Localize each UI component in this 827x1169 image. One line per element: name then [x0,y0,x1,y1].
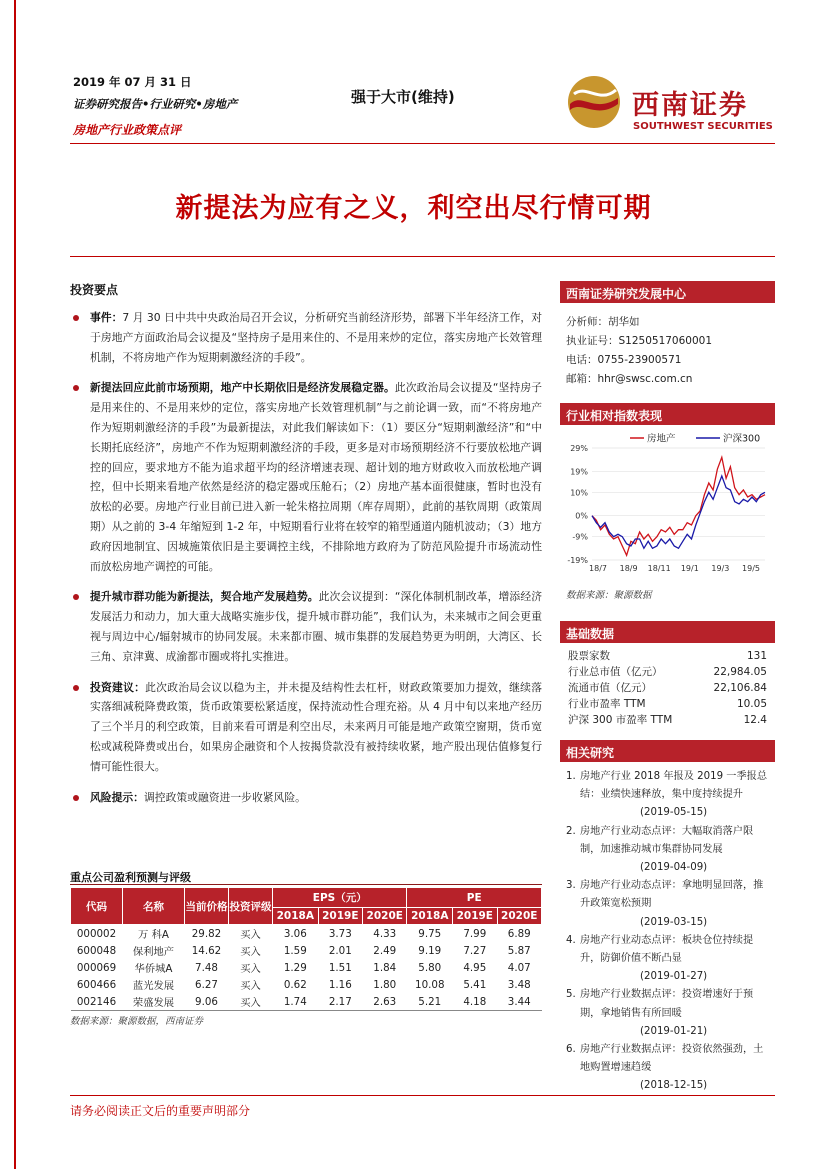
stat-label: 沪深 300 市盈率 TTM [568,714,673,726]
table-row [71,925,542,943]
series-line-0 [592,457,765,555]
point-text: 此次政治局会议提及“坚持房子是用来住的、不是用来炒的定位，落实房地产长效管理机制”与之前论调一致，而“不将房地产作为短期刺激经济的手段”为最新提法，对此我们解读如下：（1）要区分“短期刺激经济”和“中长期托底经济”，房地产不作为短期刺激经济的手段，更多是对市场预期经济不行要放松地产调控的回应，要求地方不能为追求超平均的经济增速表现、超计划的地方财政收入而放松地产调控，但中长期来看地产依然是经济的稳定器或压舱石；（2）房地产基本面很健康，暂时也没有放松的必要。房地产行业目前已进入新一轮朱格拉周期（库存周期），此前的基钦周期（政策周期）从之前的 3-4 年缩短到 1-2 年，中短期看行业将在较窄的箱型通道内随机波动；（3）地方政府因地制宜、因城施策依旧是主要调控主线，不排除地方政府为了防范风险提升市场流动性而放松房地产调控的可能。 [90,381,543,573]
point-lead: 投资建议： [90,680,146,694]
table-row [71,993,542,1011]
col-eps: EPS（元） [273,888,407,908]
y-tick-label: -19% [567,556,588,565]
related-date: (2018-12-15) [640,1080,708,1092]
logo-text-en: SOUTHWEST SECURITIES [633,121,773,132]
stat-value: 22,984.05 [713,666,767,678]
cell-eps: 2.17 [318,993,362,1011]
cell-pe: 5.41 [463,978,487,991]
stat-value: 131 [746,650,767,662]
cell-price: 29.82 [191,927,222,940]
analyst-name: 分析师：胡华如 [566,316,640,328]
related-title: 房地产行业动态点评：大幅取消落户限制，加速推动城市集群协同发展 [580,825,754,855]
point-lead: 提升城市群功能为新提法，契合地产发展趋势。 [90,590,319,604]
basic-data-panel [560,621,775,728]
bullet-dot-icon [73,315,79,321]
cell-name: 万 科A [138,929,169,941]
forecast-table-rule [70,884,542,885]
point-text: 调控政策或融资进一步收紧风险。 [143,790,306,804]
research-center-panel [560,281,775,389]
related-num: 1. [566,771,576,782]
x-tick-label: 19/3 [711,564,730,573]
basic-data-list [560,648,775,728]
x-tick-label: 18/9 [619,564,638,573]
y-tick-label: 0% [575,511,588,521]
left-margin-rule [14,0,16,1169]
cell-pe: 9.19 [418,944,442,957]
cell-price: 9.06 [185,993,229,1011]
cell-eps: 2.49 [373,944,397,957]
title-rule [70,256,775,257]
stat-label: 行业总市值（亿元） [568,666,663,678]
y-tick-label: 19% [570,467,588,477]
point-lead: 新提法回应此前市场预期，地产中长期依旧是经济发展稳定器。 [90,381,395,395]
col-code: 代码 [71,888,123,925]
col-pe-2020: 2020E [497,908,541,925]
related-item[interactable] [560,768,775,823]
stat-row [560,712,775,728]
stat-label: 股票家数 [568,650,610,662]
cell-code: 002146 [71,993,123,1011]
cell-pe: 5.21 [407,993,453,1011]
cell-code: 000002 [76,927,117,940]
legend-label-realestate: 房地产 [647,433,676,445]
cell-name: 荣盛发展 [123,993,185,1011]
cell-rating: 买入 [229,993,273,1011]
point-recommendation [70,678,542,777]
stat-row [560,696,775,712]
related-item[interactable] [560,823,775,878]
y-tick-label: 29% [570,444,588,453]
col-pe: PE [407,888,542,908]
report-topic: 房地产行业政策点评 [73,123,182,137]
related-date: (2019-04-09) [640,862,708,874]
logo-text-cn: 西南证券 [632,90,748,121]
cell-eps: 2.01 [328,944,352,957]
point-lead: 事件： [90,311,123,324]
col-rating: 投资评级 [229,888,273,925]
point-new-wording [70,378,542,576]
cell-eps: 1.84 [373,961,397,974]
col-eps-2018: 2018A [273,908,319,925]
cell-name: 蓝光发展 [132,980,175,992]
cell-pe: 7.99 [463,927,487,940]
related-title: 房地产行业数据点评：投资增速好于预期，拿地销售有所回暖 [580,989,754,1019]
related-title: 房地产行业动态点评：板块仓位持续提升，防御价值不断凸显 [580,934,754,965]
cell-pe: 5.80 [418,961,442,974]
cell-eps: 2.63 [363,993,407,1011]
analyst-info [560,313,775,389]
related-num: 5. [566,989,576,1001]
cell-eps: 1.59 [283,944,307,957]
point-text: 此次会议提到：“深化体制机制改革，增添经济发展活力和动力，加大重大战略实施步伐，提升城市群功能”，我们认为，未来城市之间会更重视与周边中心/辐射城市的协同发展。未来都市圈、城市集群的发展趋势更为明朗，大湾区、长三角、京津冀、成渝都市圈或将扎实推进。 [90,590,543,663]
point-risk [70,788,542,808]
stat-row [560,680,775,696]
col-pe-2018: 2018A [407,908,453,925]
y-tick-label: -9% [572,532,588,542]
col-eps-2020: 2020E [363,908,407,925]
point-lead: 风险提示： [90,790,144,804]
x-tick-label: 19/1 [680,564,699,573]
cell-name: 保利地产 [132,946,175,958]
stat-label: 行业市盈率 TTM [568,698,646,710]
related-num: 2. [566,825,576,837]
col-eps-2019: 2019E [318,908,362,925]
related-research-list [560,768,775,1096]
chart-source: 数据来源：聚源数据 [566,590,652,601]
cell-pe: 4.07 [507,961,531,974]
table-row [71,976,542,993]
cell-pe: 5.87 [507,944,531,957]
related-item[interactable] [560,986,775,1041]
report-date: 2019 年 07 月 31 日 [73,75,192,89]
x-tick-label: 19/5 [742,564,760,573]
analyst-phone: 电话：0755-23900571 [566,354,682,366]
cell-pe: 10.08 [415,978,445,991]
table-source: 数据来源：聚源数据，西南证券 [70,1016,204,1027]
stat-row [560,664,775,680]
analyst-license: 执业证号：S1250517060001 [566,335,713,347]
cell-eps: 0.62 [283,978,307,991]
cell-eps: 4.33 [373,927,397,940]
investment-points [70,281,542,818]
basic-data-heading: 基础数据 [560,621,775,643]
point-text: 7 月 30 日中共中央政治局召开会议，分析研究当前经济形势，部署下半年经济工作，对于房地产方面政治局会议提及“坚持房子是用来住的、不是用来炒的定位，落实房地产长效管理机制，不将房地产作为短期刺激经济的手段”。 [90,311,543,364]
cell-eps: 3.06 [283,927,307,940]
report-title: 新提法为应有之义，利空出尽行情可期 [175,193,652,224]
cell-pe: 3.48 [507,978,531,991]
cell-rating: 买入 [240,946,261,958]
table-row [71,942,542,959]
cell-rating: 买入 [240,929,261,941]
cell-pe: 4.18 [453,993,497,1011]
cell-eps: 3.73 [328,927,352,940]
relative-index-heading: 行业相对指数表现 [560,403,775,425]
related-title: 房地产行业 2018 年报及 2019 一季报总结：业绩快速释放，集中度持续提升 [580,771,768,801]
cell-pe: 6.89 [507,927,531,940]
cell-eps: 1.29 [283,961,307,974]
stat-value: 10.05 [736,698,767,710]
related-research-heading: 相关研究 [560,740,775,762]
bullet-dot-icon [73,795,79,801]
cell-name: 华侨城A [134,963,173,975]
analyst-email: 邮箱：hhr@swsc.com.cn [566,373,693,385]
forecast-table-title: 重点公司盈利预测与评级 [70,871,191,884]
col-price: 当前价格 [185,888,229,925]
industry-rating: 强于大市(维持) [351,88,455,106]
y-tick-label: 10% [570,488,588,498]
related-num: 6. [566,1044,576,1056]
col-name: 名称 [123,888,185,925]
x-tick-label: 18/7 [589,564,607,573]
cell-eps: 1.16 [328,978,352,991]
cell-code: 600048 [76,944,117,957]
cell-eps: 1.80 [373,978,397,991]
related-title: 房地产行业动态点评：拿地明显回落，推升政策宽松预期 [580,880,764,910]
cell-price: 7.48 [195,961,218,974]
investment-points-heading: 投资要点 [70,283,119,297]
cell-eps: 1.74 [273,993,319,1011]
cell-pe: 7.27 [463,944,487,957]
related-num: 3. [566,880,576,892]
cell-eps: 1.51 [328,961,352,974]
related-research-panel [560,740,775,1096]
cell-pe: 4.95 [463,961,487,974]
report-series: 证券研究报告•行业研究•房地产 [73,97,238,111]
research-center-heading: 西南证券研究发展中心 [560,281,775,303]
stat-value: 12.4 [743,714,767,726]
col-pe-2019: 2019E [453,908,497,925]
cell-pe: 3.44 [497,993,541,1011]
cell-pe: 9.75 [418,927,442,940]
forecast-table [70,887,542,1011]
relative-index-chart [560,428,775,578]
related-date: (2019-03-15) [640,916,708,928]
related-title: 房地产行业数据点评：投资依然强劲，土地购置增速趋缓 [580,1044,764,1074]
table-row [71,959,542,976]
cell-code: 600466 [76,978,117,991]
related-date: (2019-01-21) [640,1025,708,1037]
related-date: (2019-05-15) [640,807,708,819]
bullet-dot-icon [73,685,79,691]
stat-row [560,648,775,664]
point-event [70,308,542,367]
company-logo-icon [566,74,622,130]
header-rule [70,143,775,144]
legend-label-csi300: 沪深300 [723,433,761,445]
cell-code: 000069 [76,961,117,974]
related-item[interactable] [560,932,775,987]
relative-index-panel [560,403,775,425]
cell-rating: 买入 [240,980,261,992]
cell-rating: 买入 [240,963,261,975]
related-num: 4. [566,934,576,946]
related-item[interactable] [560,1041,775,1096]
stat-value: 22,106.84 [713,682,767,694]
cell-price: 6.27 [195,978,218,991]
x-tick-label: 18/11 [647,564,671,573]
bullet-dot-icon [73,385,79,391]
bullet-dot-icon [73,594,79,600]
point-text: 此次政治局会议以稳为主，并未提及结构性去杠杆，财政政策要加力提效，继续落实落细减税降费政策，货币政策要松紧适度，保持流动性合理充裕。从 4 月中旬以来地产经历了三个半月的利空政策，目前来看可谓是利空出尽，未来两月可能是地产政策空窗期，货币宽松或减税降费或出台，如果房企融资和个人按揭贷款没有被持续收紧，地产股出现估值修复行情可能性很大。 [90,680,543,773]
stat-label: 流通市值（亿元） [568,682,652,694]
footer-rule [70,1095,775,1096]
cell-price: 14.62 [191,944,222,957]
related-date: (2019-01-27) [640,971,708,983]
related-item[interactable] [560,877,775,932]
point-city-cluster [70,587,542,666]
footer-disclaimer: 请务必阅读正文后的重要声明部分 [70,1104,251,1118]
